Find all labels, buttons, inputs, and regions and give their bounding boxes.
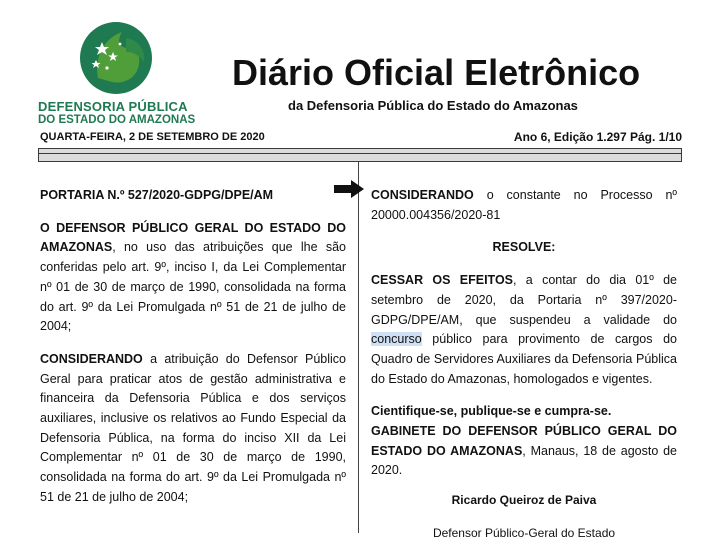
portaria-heading: PORTARIA N.º 527/2020-GDPG/DPE/AM <box>40 188 274 202</box>
header-band <box>38 148 682 162</box>
logo-text-line2: DO ESTADO DO AMAZONAS <box>38 114 196 126</box>
left-column <box>40 186 346 521</box>
paragraph-considerando-2 <box>371 186 677 225</box>
logo-text-line1: DEFENSORIA PÚBLICA <box>38 99 188 114</box>
defensoria-logo-icon <box>76 18 156 98</box>
signature-role: Defensor Público-Geral do Estado <box>432 525 616 540</box>
right-column <box>371 186 677 557</box>
paragraph-defensor <box>40 219 346 337</box>
cessar-text-a: , a contar do dia 01º de setembro de 2020, da Portaria nº 397/2020-GDPG/DPE/AM, que suspendeu a validade do <box>371 273 677 327</box>
considerando-text-2: o constante no Processo nº 20000.004356/2020-81 <box>371 188 677 222</box>
considerando-text-1: a atribuição do Defensor Público Geral para praticar atos de gestão administrativa e financeira da Defensoria Pública e dos serviços auxiliares, inclusive os relativos ao Fundo Especial da Defensoria Pública, na forma do inciso XII da Lei Complementar nº 01 de 30 de março de 1990, consolidada na forma do art. 9º da Lei Promulgada nº 51 de 21 de julho de 2004; <box>40 351 346 504</box>
closing-line1: Cientifique-se, publique-se e cumpra-se. <box>371 404 612 419</box>
column-divider <box>358 162 359 533</box>
cessar-text-b: público para provimento de cargos do Quadro de Servidores Auxiliares da Defensoria Pública do Estado do Amazonas, homologados e vigentes. <box>371 332 677 386</box>
page-title: Diário Oficial Eletrônico <box>232 52 641 93</box>
paragraph-cessar <box>371 271 677 389</box>
issue-edition: Ano 6, Edição 1.297 Pág. 1/10 <box>513 130 682 144</box>
gabinete-text: , Manaus, 18 de agosto de 2020. <box>371 443 678 478</box>
highlighted-word: concurso <box>371 332 422 347</box>
cessar-bold: CESSAR OS EFEITOS <box>371 273 514 288</box>
defensor-text: , no uso das atribuições que lhe são conferidas pelo art. 9º, inciso I, da Lei Complementar nº 01 de 30 de março de 1990, consolidada na forma do art. 9º da Lei Promulgada nº 51 de 21 de julho de 2004; <box>40 240 346 334</box>
defensor-bold: O DEFENSOR PÚBLICO GERAL DO ESTADO DO AMAZONAS <box>40 220 346 255</box>
defensoria-logo <box>34 18 194 128</box>
page-subtitle: da Defensoria Pública do Estado do Amazonas <box>288 98 578 113</box>
closing-block <box>371 402 677 481</box>
arrow-right-icon <box>334 180 364 198</box>
signature-name: Ricardo Queiroz de Paiva <box>451 493 597 508</box>
resolve-heading: RESOLVE: <box>492 240 556 255</box>
considerando-bold-2: CONSIDERANDO <box>371 188 474 202</box>
paragraph-considerando-1 <box>40 350 346 508</box>
issue-date: QUARTA-FEIRA, 2 DE SETEMBRO DE 2020 <box>40 131 265 143</box>
considerando-bold-1: CONSIDERANDO <box>40 351 143 366</box>
gabinete-bold: GABINETE DO DEFENSOR PÚBLICO GERAL DO ESTADO DO AMAZONAS <box>371 424 677 458</box>
